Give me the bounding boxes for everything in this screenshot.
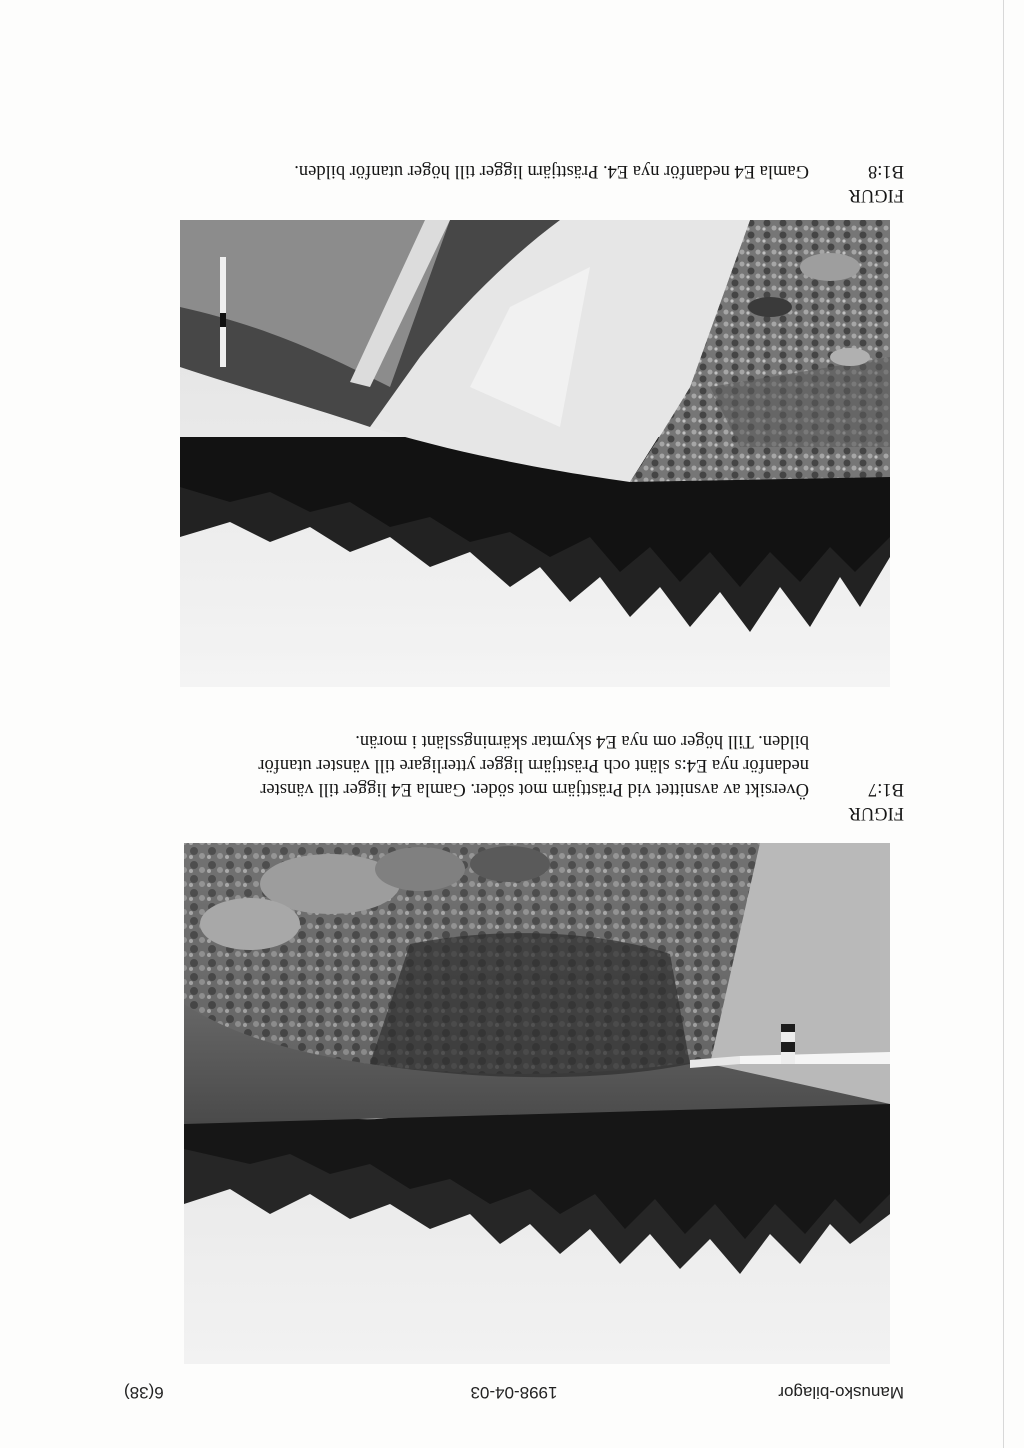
figure-b1-7-caption-line-2: nedanför nya E4:s slänt och Prästtjärn ligger ytterligare till vänster utanför <box>258 755 809 775</box>
figure-b1-7-label: FIGUR B1:7 <box>848 779 904 823</box>
page-header <box>124 1378 904 1402</box>
header-date: 1998-04-03 <box>470 1383 558 1402</box>
caption-figure-b1-7 <box>184 729 904 825</box>
caption-figure-b1-8 <box>184 159 904 207</box>
figure-b1-8-caption-line-1: Gamla E4 nedanför nya E4. Prästtjärn ligger till höger utanför bilden. <box>294 161 809 181</box>
photo-b1-7 <box>184 843 890 1364</box>
photo-b1-8-image <box>180 220 890 687</box>
header-page-number: 6(38) <box>124 1383 164 1402</box>
photo-b1-8 <box>180 220 890 687</box>
photo-b1-7-image <box>184 843 890 1364</box>
figure-b1-7-caption-line-3: bilden. Till höger om nya E4 skymtar skärningsslänt i morän. <box>355 731 809 751</box>
figure-b1-7-caption-line-1: Översikt av avsnittet vid Prästtjärn mot söder. Gamla E4 ligger till vänster <box>260 779 809 799</box>
scan-edge-line <box>1003 0 1004 1448</box>
figure-b1-8-label: FIGUR B1:8 <box>848 161 904 205</box>
header-document-title: Manusko-bilagor <box>778 1383 904 1402</box>
